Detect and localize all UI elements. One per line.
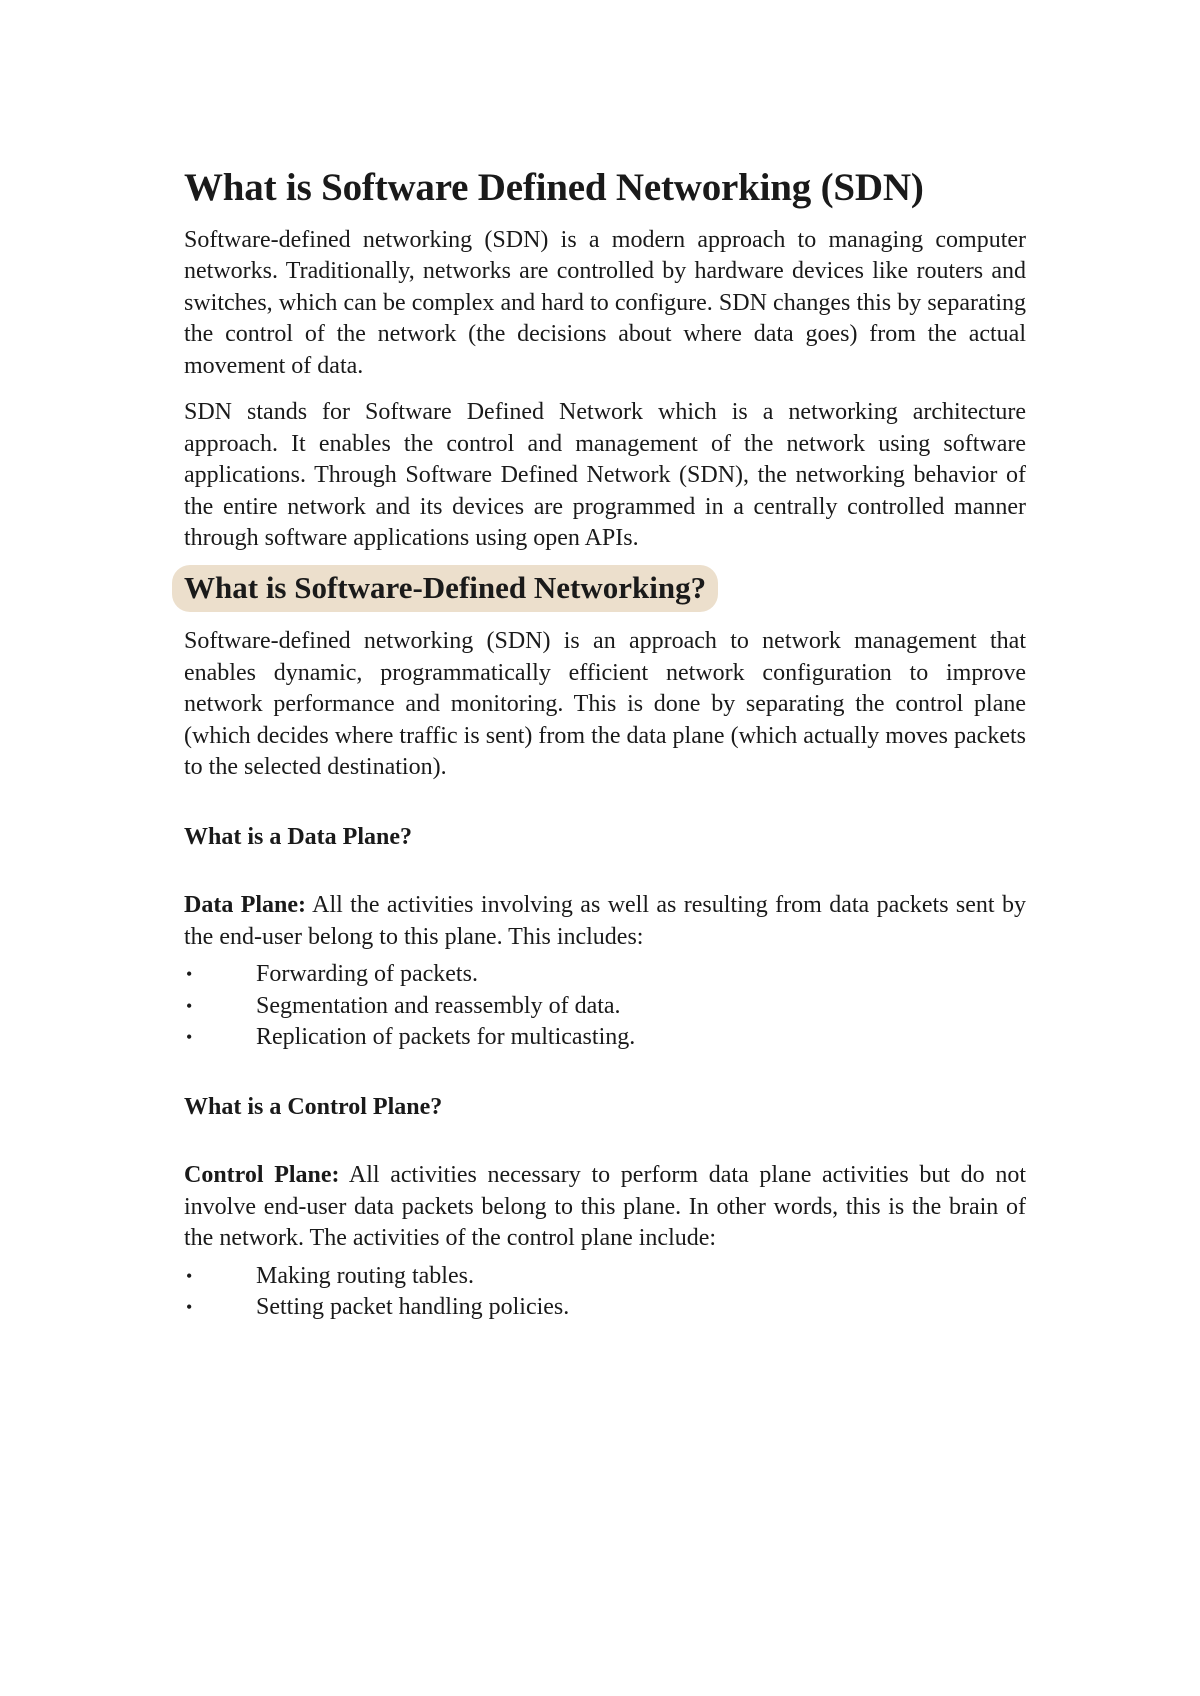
list-item [184, 1022, 1026, 1054]
control-plane-heading: What is a Control Plane? [184, 1093, 443, 1120]
section-heading: What is Software-Defined Networking? [172, 565, 718, 613]
page-title: What is Software Defined Networking (SDN) [184, 166, 924, 209]
intro-paragraph-2: SDN stands for Software Defined Network which is a networking architecture approach. It enables the control and management of the network using software applications. Through Software Defined Network (SDN), the networking behavior of the entire network and its devices are programmed in a centrally controlled manner through software applications using open APIs. [184, 399, 1026, 552]
list-item-text: Segmentation and reassembly of data. [256, 992, 621, 1019]
control-plane-label: Control Plane: [184, 1162, 340, 1189]
control-plane-paragraph [184, 1160, 1026, 1255]
list-item-text: Making routing tables. [256, 1262, 474, 1289]
control-plane-text: All activities necessary to perform data plane activities but do not involve end-user data packets belong to this plane. In other words, this is the brain of the network. The activities of the control plane include: [184, 1162, 1026, 1252]
bullet-icon: • [186, 995, 193, 1016]
document-page [184, 166, 1026, 1324]
list-item-text: Forwarding of packets. [256, 961, 478, 988]
data-plane-text: All the activities involving as well as resulting from data packets sent by the end-user belong to this plane. This includes: [184, 892, 1026, 950]
intro-paragraph-1: Software-defined networking (SDN) is a modern approach to managing computer networks. Traditionally, networks are controlled by hardware devices like routers and switches, which can be complex and hard to configure. SDN changes this by separating the control of the network (the decisions about where data goes) from the actual movement of data. [184, 226, 1026, 379]
list-item [184, 1261, 1026, 1293]
data-plane-heading: What is a Data Plane? [184, 823, 412, 850]
data-plane-list [184, 959, 1026, 1054]
section-heading-wrapper [172, 565, 1026, 613]
control-plane-list [184, 1261, 1026, 1324]
list-item-text: Setting packet handling policies. [256, 1294, 570, 1321]
data-plane-label: Data Plane: [184, 892, 307, 919]
bullet-icon: • [186, 1297, 193, 1318]
list-item [184, 959, 1026, 991]
data-plane-paragraph [184, 890, 1026, 953]
list-item [184, 1292, 1026, 1324]
list-item-text: Replication of packets for multicasting. [256, 1024, 636, 1051]
bullet-icon: • [186, 1265, 193, 1286]
section-paragraph: Software-defined networking (SDN) is an approach to network management that enables dynamic, programmatically efficient network configuration to improve network performance and monitoring. This is done by separating the control plane (which decides where traffic is sent) from the data plane (which actually moves packets to the selected destination). [184, 628, 1026, 781]
bullet-icon: • [186, 1027, 193, 1048]
bullet-icon: • [186, 964, 193, 985]
list-item [184, 991, 1026, 1023]
